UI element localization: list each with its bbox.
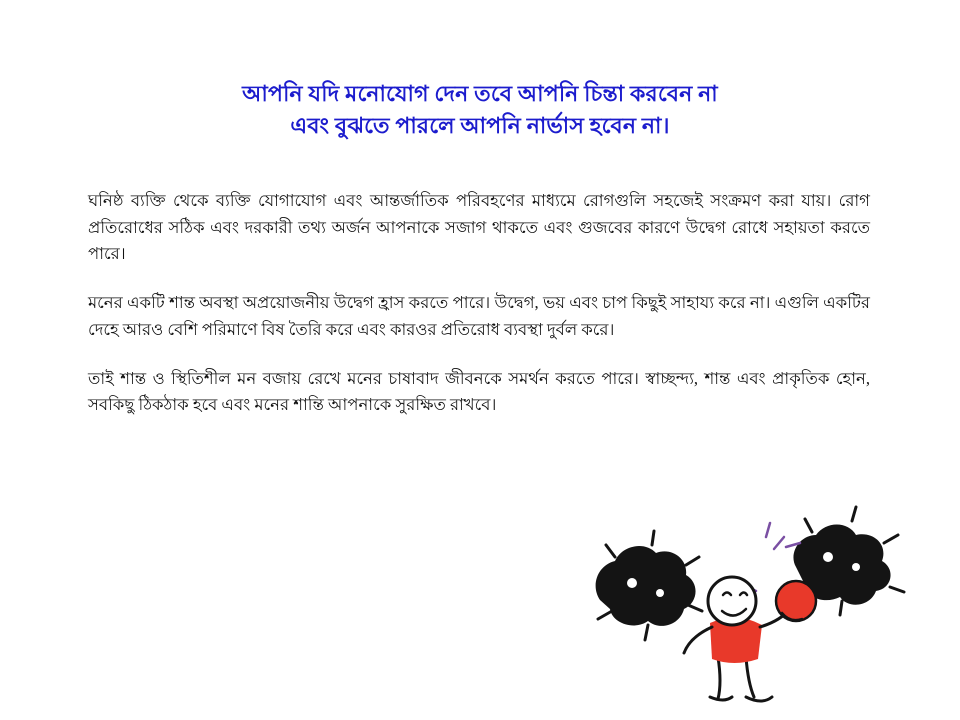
- paragraph-3: তাই শান্ত ও স্থিতিশীল মন বজায় রেখে মনের চাষাবাদ জীবনকে সমর্থন করতে পারে। স্বাচ্ছন্দ্য, শান্ত এবং প্রাকৃতিক হোন, সবকিছু ঠিকঠাক হবে এবং মনের শান্তি আপনাকে সুরক্ষিত রাখবে।: [88, 368, 870, 415]
- page-title: [60, 78, 900, 142]
- paragraph-2: মনের একটি শান্ত অবস্থা অপ্রয়োজনীয় উদ্বেগ হ্রাস করতে পারে। উদ্বেগ, ভয় এবং চাপ কিছুই সাহায্য করে না। এগুলি একটির দেহে আরও বেশি পরিমাণে বিষ তৈরি করে এবং কারওর প্রতিরোধ ব্যবস্থা দুর্বল করে।: [88, 293, 870, 339]
- virus-blob-left-icon: [596, 531, 702, 640]
- title-line-1: আপনি যদি মনোযোগ দেন তবে আপনি চিন্তা করবেন না: [242, 81, 718, 106]
- paragraph-1: ঘনিষ্ঠ ব্যক্তি থেকে ব্যক্তি যোগাযোগ এবং আন্তর্জাতিক পরিবহণের মাধ্যমে রোগগুলি সহজেই সংক্রমণ করা যায়। রোগ প্রতিরোধের সঠিক এবং দরকারী তথ্য অর্জন আপনাকে সজাগ থাকতে এবং গুজবের কারণে উদ্বেগ রোধে সহায়তা করতে পারে।: [88, 191, 870, 264]
- cartoon-person-icon: [684, 577, 816, 701]
- title-line-2: এবং বুঝতে পারলে আপনি নার্ভাস হবেন না।: [290, 112, 670, 138]
- body-text: [88, 188, 870, 419]
- cartoon-figure-boxing-virus-illustration: [560, 505, 920, 705]
